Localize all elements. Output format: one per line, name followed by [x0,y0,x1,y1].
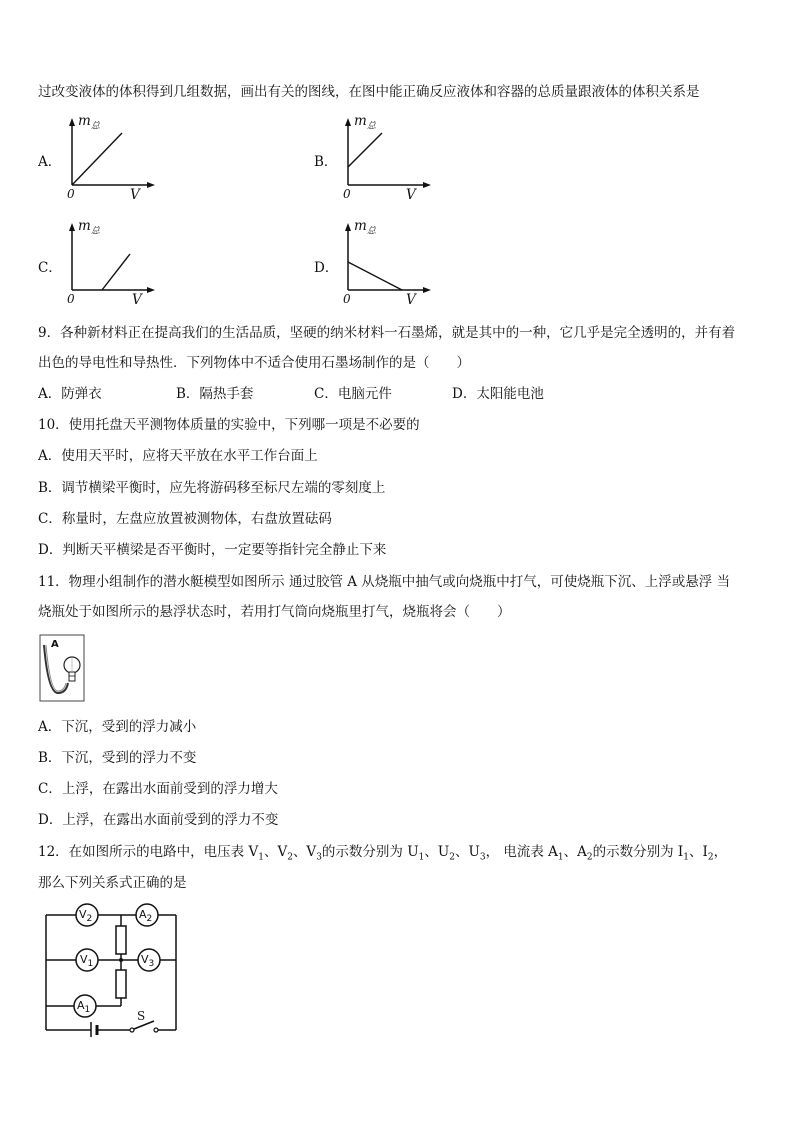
graph-c-y-label: $m_总$ [78,218,100,237]
graph-b-y-label: $m_总$ [354,113,376,132]
q9-stem-line1: 9．各种新材料正在提高我们的生活品质，坚硬的纳米材料一石墨烯，就是其中的一种，它几乎是完全透明的，并有着 [38,325,736,341]
q8-option-d-letter: D． [314,260,339,276]
graph-c-x-label: V [132,292,142,308]
q8-option-c-letter: C． [38,260,62,276]
meter-v1-label: $V_1$ [80,953,94,970]
graph-a [62,115,162,210]
q9-option-c[interactable]: C．电脑元件 [314,386,392,402]
graph-d-origin: 0 [343,292,351,306]
q10-option-b[interactable]: B．调节横梁平衡时，应先将游码移至标尺左端的零刻度上 [38,480,386,496]
q10-option-a[interactable]: A．使用天平时，应将天平放在水平工作台面上 [38,448,318,464]
graph-d-y-label: $m_总$ [354,218,376,237]
circuit-diagram [38,902,183,1041]
graph-d [338,220,438,315]
q9-option-b[interactable]: B．隔热手套 [176,386,254,402]
meter-v3-label: $V_3$ [141,953,155,970]
graph-c [62,220,162,315]
q11-option-d[interactable]: D．上浮，在露出水面前受到的浮力不变 [38,812,279,828]
tube-label-a: A [51,639,59,650]
graph-d-x-label: V [406,292,416,308]
q9-option-a[interactable]: A．防弹衣 [38,386,102,402]
q11-option-b[interactable]: B．下沉，受到的浮力不变 [38,750,197,766]
q9-option-d[interactable]: D．太阳能电池 [452,386,544,402]
q11-stem-line2: 烧瓶处于如图所示的悬浮状态时，若用打气筒向烧瓶里打气，烧瓶将会（ ） [38,604,511,620]
graph-c-origin: 0 [67,292,75,306]
q8-option-a-letter: A． [38,154,62,170]
meter-a1-label: $A_1$ [77,999,91,1016]
q12-stem-line2: 那么下列关系式正确的是 [38,875,187,891]
switch-label: S [137,1009,146,1023]
graph-a-y-label: $m_总$ [78,113,100,132]
q11-stem-line1: 11．物理小组制作的潜水艇模型如图所示 通过胶管 A 从烧瓶中抽气或向烧瓶中打气，可使烧瓶下沉、上浮或悬浮 当 [38,574,731,590]
meter-a2-label: $A_2$ [139,908,153,925]
submarine-flask-figure [38,633,88,709]
q8-intro-text: 过改变液体的体积得到几组数据，画出有关的图线，在图中能正确反应液体和容器的总质量跟液体的体积关系是 [38,84,700,100]
q11-option-c[interactable]: C．上浮，在露出水面前受到的浮力增大 [38,781,278,797]
graph-a-origin: 0 [67,187,75,201]
q11-option-a[interactable]: A．下沉，受到的浮力减小 [38,719,197,735]
graph-a-x-label: V [130,187,140,203]
q10-option-c[interactable]: C．称量时，左盘应放置被测物体，右盘放置砝码 [38,511,332,527]
q9-stem-line2: 出色的导电性和导热性．下列物体中不适合使用石墨场制作的是（ ） [38,355,470,371]
graph-b-x-label: V [406,187,416,203]
graph-b-origin: 0 [343,187,351,201]
meter-v2-label: $V_2$ [79,908,93,925]
q10-stem: 10．使用托盘天平测物体质量的实验中，下列哪一项是不必要的 [38,417,420,433]
q12-stem-line1: 12．在如图所示的电路中，电压表 $V_1$、$V_2$、$V_3$的示数分别为 $U_1$、$U_2$、$U_3$， 电流表 $A_1$、$A_2$的示数分别为 $I_1$、$I_2$， [38,844,728,863]
graph-b [338,115,438,210]
q8-option-b-letter: B． [314,154,338,170]
q10-option-d[interactable]: D．判断天平横梁是否平衡时，一定要等指针完全静止下来 [38,542,387,558]
